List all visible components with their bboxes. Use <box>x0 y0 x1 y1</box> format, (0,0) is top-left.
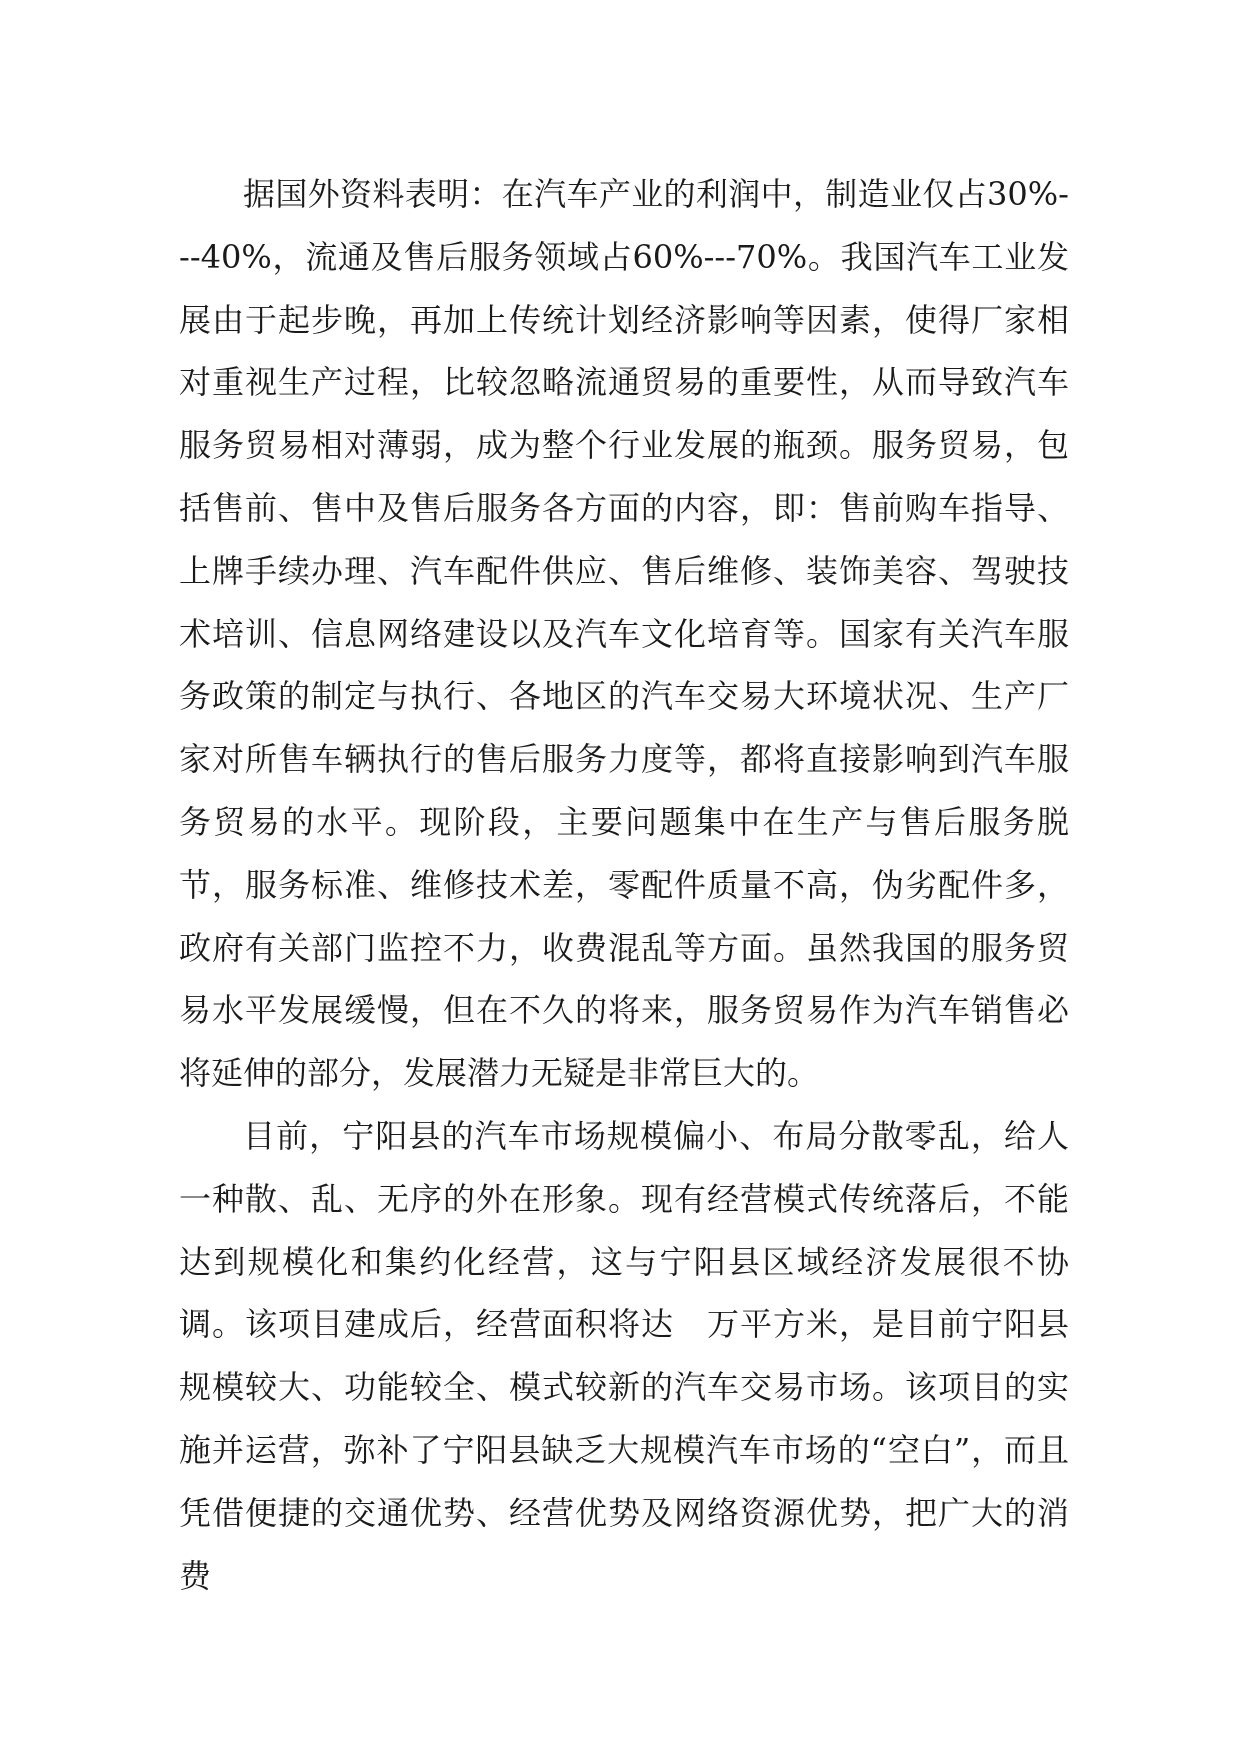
paragraph-2: 目前，宁阳县的汽车市场规模偏小、布局分散零乱，给人一种散、乱、无序的外在形象。现有经营模式传统落后，不能达到规模化和集约化经营，这与宁阳县区域经济发展很不协调。该项目建成后，经营面积将达 万平方米，是目前宁阳县规模较大、功能较全、模式较新的汽车交易市场。该项目的实施并运营，弥补了宁阳县缺乏大规模汽车市场的“空白”，而且凭借便捷的交通优势、经营优势及网络资源优势，把广大的消费 <box>179 1116 1069 1595</box>
body-text <box>179 163 1069 1607</box>
paragraph-1: 据国外资料表明：在汽车产业的利润中，制造业仅占30%---40%，流通及售后服务领域占60%---70%。我国汽车工业发展由于起步晚，再加上传统计划经济影响等因素，使得厂家相对重视生产过程，比较忽略流通贸易的重要性，从而导致汽车服务贸易相对薄弱，成为整个行业发展的瓶颈。服务贸易，包括售前、售中及售后服务各方面的内容，即：售前购车指导、上牌手续办理、汽车配件供应、售后维修、装饰美容、驾驶技术培训、信息网络建设以及汽车文化培育等。国家有关汽车服务政策的制定与执行、各地区的汽车交易大环境状况、生产厂家对所售车辆执行的售后服务力度等，都将直接影响到汽车服务贸易的水平。现阶段，主要问题集中在生产与售后服务脱节，服务标准、维修技术差，零配件质量不高，伪劣配件多，政府有关部门监控不力，收费混乱等方面。虽然我国的服务贸易水平发展缓慢，但在不久的将来，服务贸易作为汽车销售必将延伸的部分，发展潜力无疑是非常巨大的。 <box>179 175 1069 1093</box>
